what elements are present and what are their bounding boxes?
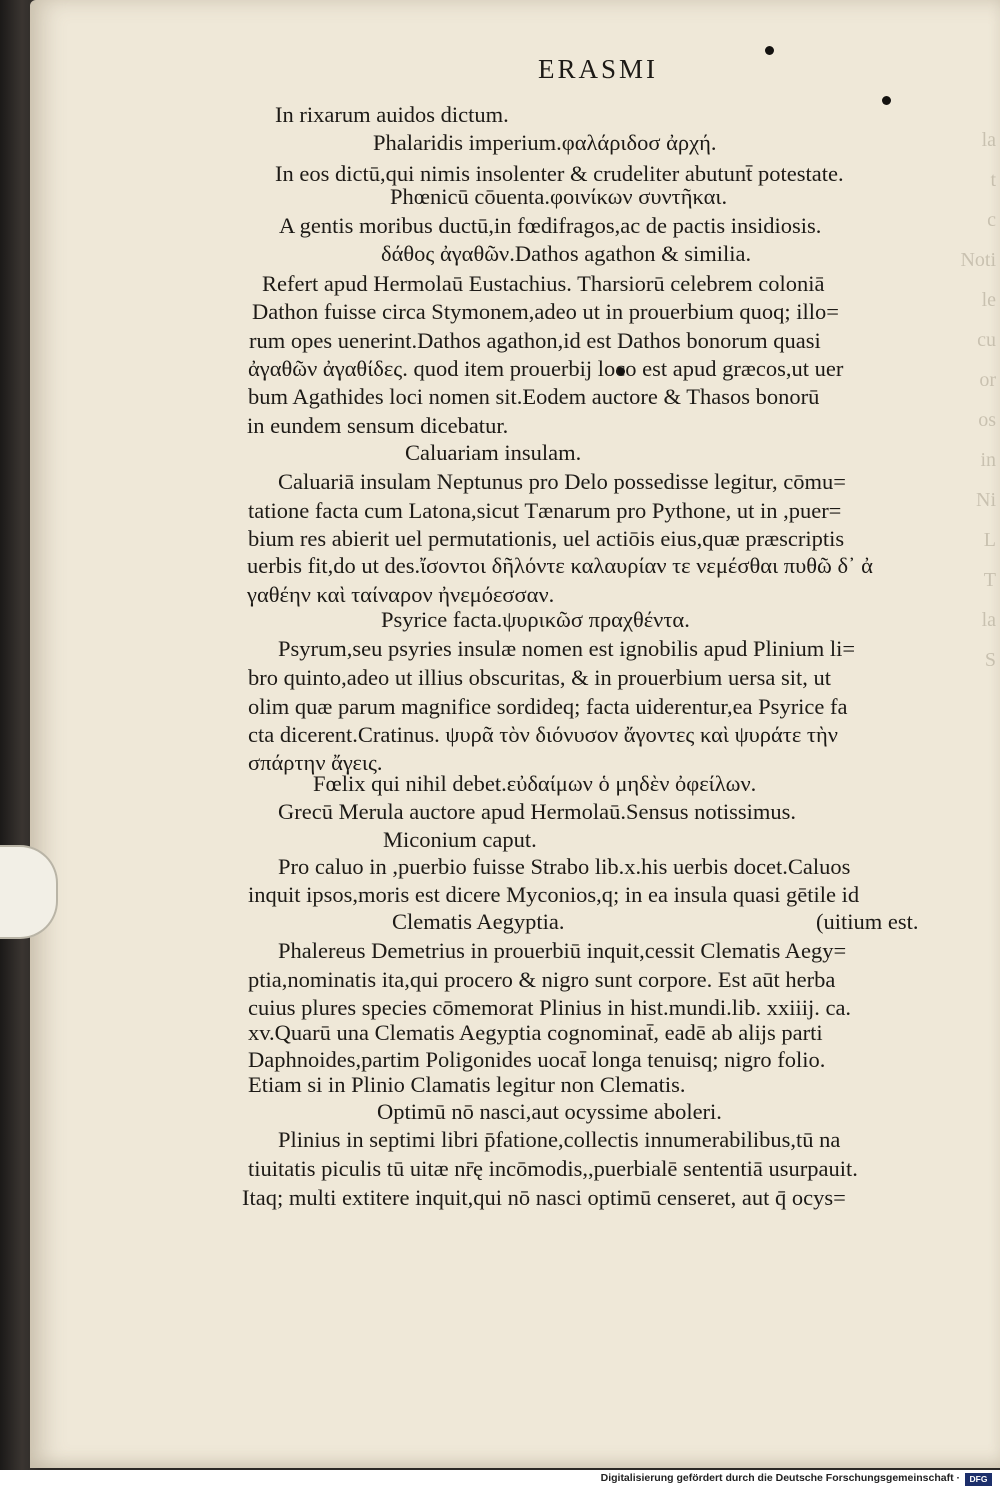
dfg-logo[interactable]: DFG [965,1473,992,1486]
text-line: ptia,nominatis ita,qui procero & nigro sunt corpore. Est aūt herba [248,967,836,992]
text-line: Fœlix qui nihil debet.εὐδαίμων ὁ μηδὲν ὀφείλων. [313,771,757,796]
text-line: δάθος ἀγαθῶν.Dathos agathon & similia. [381,241,752,266]
text-line: Clematis Aegyptia. [392,909,565,934]
text-line: in eundem sensum dicebatur. [247,413,509,438]
text-line: olim quæ parum magnifice sordideq; facta uiderentur,ea Psyrice fa [248,694,848,719]
text-line: tiuitatis piculis tū uitæ nr̄ę incōmodis,,puerbialē sententiā usurpauit. [248,1156,858,1181]
text-line: Optimū nō nasci,aut ocyssime aboleri. [377,1099,722,1124]
text-line: cta dicerent.Cratinus. ψυρᾶ τὸν διόνυσον ἄγοντες καὶ ψυράτε τὴν [248,722,838,747]
text-line: bum Agathides loci nomen sit.Eodem auctore & Thasos bonorū [248,384,820,409]
text-line: inquit ipsos,moris est dicere Myconios,q; in ea insula quasi gētile id [248,882,860,907]
text-line: Plinius in septimi libri p̄fatione,collectis innumerabilibus,tū na [278,1127,841,1152]
text-line: cuius plures species cōmemorat Plinius in hist.mundi.lib. xxiiij. ca. [248,995,852,1020]
text-line: Phalaridis imperium.φαλάριδοσ ἀρχή. [373,130,717,155]
text-line: Dathon fuisse circa Stymonem,adeo ut in prouerbium quoq; illo= [252,299,839,324]
text-line: Refert apud Hermolaū Eustachius. Tharsiorū celebrem coloniā [262,271,825,296]
text-line: Phalereus Demetrius in prouerbiū inquit,cessit Clematis Aegy= [278,938,847,963]
text-line: Grecū Merula auctore apud Hermolaū.Sensus notissimus. [278,799,797,824]
text-line: Caluariam insulam. [405,440,582,465]
text-line: ἀγαθῶν ἀγαθίδες. quod item prouerbij loco est apud græcos,ut uer [248,356,844,381]
text-line: σπάρτην ἄγεις. [248,750,383,775]
text-line: tatione facta cum Latona,sicut Tænarum pro Pythone, ut in ,puer= [248,498,842,523]
text-line: Itaq; multi extitere inquit,qui nō nasci optimū censeret, aut q̄ ocys= [242,1185,846,1210]
text-line: rum opes uenerint.Dathos agathon,id est Dathos bonorum quasi [249,328,821,353]
page-header-title: ERASMI [538,54,659,84]
text-line: bro quinto,adeo ut illius obscuritas, & in prouerbium uersa sit, ut [248,665,832,690]
text-line: Psyrum,seu psyries insulæ nomen est ignobilis apud Plinium li= [278,636,856,661]
text-line: uerbis fit,do ut des.ἴσοντοι δῆλόντε καλαυρίαν τε νεμέσθαι πυθῶ δ᾽ ἀ [247,553,873,578]
text-line: (uitium est. [816,909,919,934]
bleed-through-text: la t c Noti le cu or os in Ni L T la S [960,129,996,671]
text-line: Caluariā insulam Neptunus pro Delo possedisse legitur, cōmu= [278,469,846,494]
footer-bar [0,1470,1000,1490]
text-line: Daphnoides,partim Poligonides uocat̄ longa tenuisq; nigro folio. [248,1047,826,1072]
text-line: In eos dictū,qui nimis insolenter & crudeliter abutunt̄ potestate. [275,161,844,186]
text-line: Etiam si in Plinio Clamatis legitur non Clematis. [248,1072,686,1097]
text-line: xv.Quarū una Clematis Aegyptia cognominat̄, eadē ab alijs parti [248,1020,823,1045]
text-line: Phœnicū cōuenta.φοινίκων συντῆκαι. [390,184,728,209]
footer-credit: Digitalisierung gefördert durch die Deutsche Forschungsgemeinschaft · [600,1472,960,1484]
text-line: γαθέην καὶ ταίναρον ἠνεμόεσσαν. [247,582,555,607]
text-line: Pro caluo in ,puerbio fuisse Strabo lib.x.his uerbis docet.Caluos [278,854,851,879]
text-line: bium res abierit uel permutationis, uel actiōis eius,quæ præscriptis [248,526,845,551]
text-line: A gentis moribus ductū,in fœdifragos,ac de pactis insidiosis. [279,213,822,238]
text-line: Psyrice facta.ψυρικῶσ πραχθέντα. [381,607,690,632]
text-line: In rixarum auidos dictum. [275,102,509,127]
text-line: Miconium caput. [383,827,537,852]
